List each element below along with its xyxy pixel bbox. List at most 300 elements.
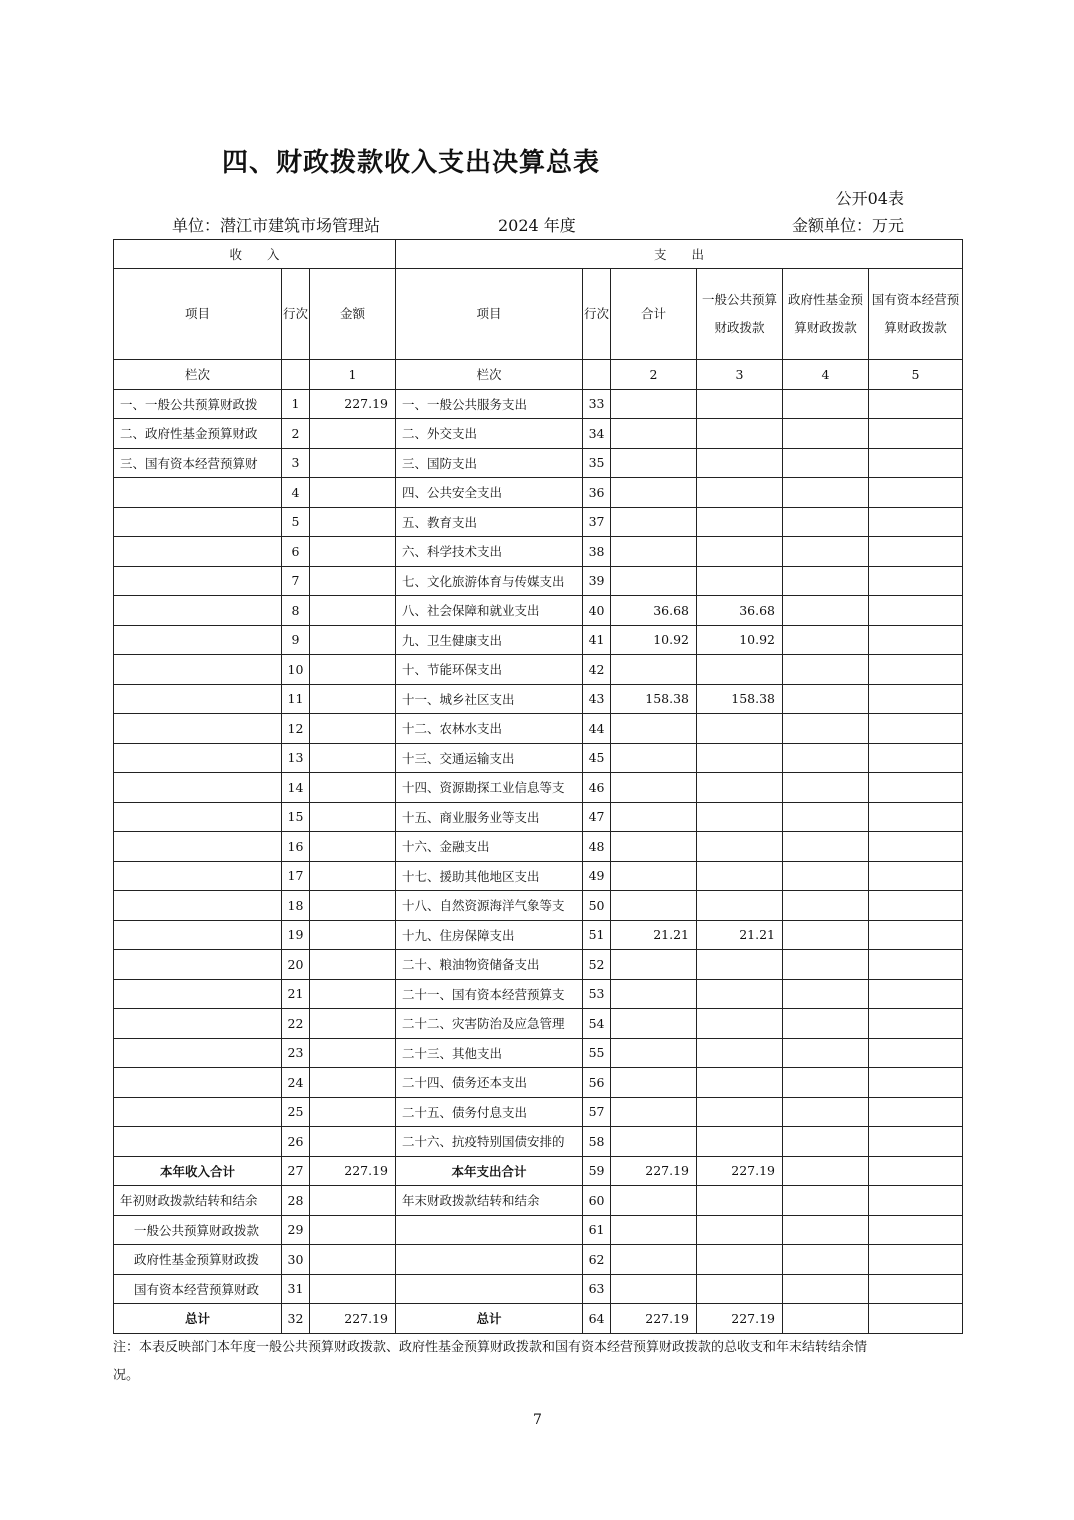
expense-item-cell: 二、外交支出 <box>396 419 583 449</box>
income-row-no-cell: 23 <box>282 1038 310 1068</box>
general-budget-cell <box>697 478 783 508</box>
empty-cell <box>282 360 310 390</box>
general-budget-cell <box>697 1186 783 1216</box>
total-cell <box>611 743 697 773</box>
expense-row-no-cell: 61 <box>583 1215 611 1245</box>
expense-row-no-cell: 42 <box>583 655 611 685</box>
state-capital-cell <box>869 478 963 508</box>
state-capital-cell <box>869 832 963 862</box>
income-item-cell <box>114 714 282 744</box>
expense-item-cell: 总计 <box>396 1304 583 1334</box>
table-row <box>114 861 963 891</box>
expense-row-no-cell: 48 <box>583 832 611 862</box>
general-budget-cell <box>697 1245 783 1275</box>
table-row <box>114 773 963 803</box>
general-budget-cell <box>697 802 783 832</box>
state-capital-cell <box>869 1009 963 1039</box>
gov-fund-cell <box>783 448 869 478</box>
state-capital-cell <box>869 448 963 478</box>
expense-section-header: 支 出 <box>396 240 963 269</box>
total-cell <box>611 537 697 567</box>
state-capital-cell <box>869 566 963 596</box>
income-item-cell <box>114 684 282 714</box>
table-row <box>114 507 963 537</box>
gov-fund-cell <box>783 1215 869 1245</box>
state-capital-cell <box>869 389 963 419</box>
total-cell <box>611 950 697 980</box>
state-capital-cell <box>869 979 963 1009</box>
expense-row-no-cell: 54 <box>583 1009 611 1039</box>
state-capital-cell <box>869 1068 963 1098</box>
expense-row-no-cell: 58 <box>583 1127 611 1157</box>
income-amount-cell <box>310 1245 396 1275</box>
expense-row-no-cell: 35 <box>583 448 611 478</box>
expense-row-no-cell: 40 <box>583 596 611 626</box>
gov-fund-cell <box>783 684 869 714</box>
expense-row-no-cell: 63 <box>583 1274 611 1304</box>
income-amount-cell <box>310 566 396 596</box>
income-amount-cell <box>310 478 396 508</box>
expense-row-no-header: 行次 <box>583 269 611 360</box>
general-budget-cell <box>697 419 783 449</box>
income-item-cell <box>114 625 282 655</box>
expense-row-no-cell: 38 <box>583 537 611 567</box>
general-budget-cell <box>697 448 783 478</box>
table-row <box>114 1245 963 1275</box>
total-cell <box>611 507 697 537</box>
income-amount-cell <box>310 1186 396 1216</box>
expense-item-cell: 二十三、其他支出 <box>396 1038 583 1068</box>
income-amount-cell <box>310 507 396 537</box>
income-row-no-cell: 4 <box>282 478 310 508</box>
income-row-no-cell: 31 <box>282 1274 310 1304</box>
income-item-cell <box>114 802 282 832</box>
income-amount-cell <box>310 1127 396 1157</box>
gov-fund-cell <box>783 596 869 626</box>
gov-fund-cell <box>783 802 869 832</box>
expense-row-no-cell: 64 <box>583 1304 611 1334</box>
general-budget-cell <box>697 1038 783 1068</box>
income-amount-cell <box>310 419 396 449</box>
expense-row-no-cell: 39 <box>583 566 611 596</box>
gov-fund-cell <box>783 625 869 655</box>
expense-item-cell: 十、节能环保支出 <box>396 655 583 685</box>
expense-item-cell: 十五、商业服务业等支出 <box>396 802 583 832</box>
income-row-no-cell: 1 <box>282 389 310 419</box>
expense-item-cell: 二十五、债务付息支出 <box>396 1097 583 1127</box>
income-row-no-cell: 7 <box>282 566 310 596</box>
total-cell <box>611 861 697 891</box>
expense-item-cell: 本年支出合计 <box>396 1156 583 1186</box>
income-row-no-cell: 19 <box>282 920 310 950</box>
expense-item-cell <box>396 1274 583 1304</box>
income-row-no-cell: 28 <box>282 1186 310 1216</box>
total-cell: 21.21 <box>611 920 697 950</box>
total-cell <box>611 832 697 862</box>
state-capital-cell <box>869 861 963 891</box>
general-budget-cell <box>697 950 783 980</box>
income-row-no-cell: 24 <box>282 1068 310 1098</box>
state-capital-cell <box>869 1215 963 1245</box>
gov-fund-cell <box>783 478 869 508</box>
expense-row-no-cell: 51 <box>583 920 611 950</box>
general-budget-cell <box>697 773 783 803</box>
gov-fund-cell <box>783 891 869 921</box>
gov-fund-cell <box>783 773 869 803</box>
income-row-no-cell: 18 <box>282 891 310 921</box>
income-amount-cell <box>310 714 396 744</box>
income-item-cell <box>114 1009 282 1039</box>
table-row <box>114 891 963 921</box>
total-cell <box>611 714 697 744</box>
page-title: 四、财政拨款收入支出决算总表 <box>222 148 601 178</box>
table-row <box>114 596 963 626</box>
income-item-cell <box>114 1068 282 1098</box>
income-amount-cell <box>310 684 396 714</box>
total-cell <box>611 1274 697 1304</box>
total-cell <box>611 979 697 1009</box>
income-item-cell <box>114 478 282 508</box>
table-row <box>114 1127 963 1157</box>
general-budget-cell <box>697 566 783 596</box>
expense-row-no-cell: 36 <box>583 478 611 508</box>
income-row-no-cell: 10 <box>282 655 310 685</box>
expense-item-cell: 二十六、抗疫特别国债安排的 <box>396 1127 583 1157</box>
expense-item-cell: 三、国防支出 <box>396 448 583 478</box>
total-cell <box>611 1009 697 1039</box>
gov-fund-cell <box>783 832 869 862</box>
general-budget-cell <box>697 1127 783 1157</box>
expense-item-cell: 八、社会保障和就业支出 <box>396 596 583 626</box>
table-row <box>114 419 963 449</box>
state-capital-cell <box>869 1245 963 1275</box>
total-cell: 227.19 <box>611 1304 697 1334</box>
income-item-cell <box>114 1038 282 1068</box>
table-row <box>114 920 963 950</box>
expense-row-no-cell: 62 <box>583 1245 611 1275</box>
expense-row-no-cell: 44 <box>583 714 611 744</box>
expense-item-cell: 十七、援助其他地区支出 <box>396 861 583 891</box>
total-cell: 227.19 <box>611 1156 697 1186</box>
expense-row-no-cell: 43 <box>583 684 611 714</box>
gov-fund-cell <box>783 419 869 449</box>
income-item-cell: 三、国有资本经营预算财 <box>114 448 282 478</box>
expense-item-cell: 十八、自然资源海洋气象等支 <box>396 891 583 921</box>
col-number-5: 5 <box>869 360 963 390</box>
table-row <box>114 389 963 419</box>
col-number-1: 1 <box>310 360 396 390</box>
total-cell <box>611 891 697 921</box>
expense-item-cell: 十九、住房保障支出 <box>396 920 583 950</box>
general-budget-cell <box>697 1215 783 1245</box>
income-amount-cell: 227.19 <box>310 1304 396 1334</box>
state-capital-cell <box>869 1038 963 1068</box>
general-budget-cell <box>697 1009 783 1039</box>
state-capital-cell <box>869 802 963 832</box>
income-row-no-header: 行次 <box>282 269 310 360</box>
total-cell <box>611 655 697 685</box>
expense-item-cell: 年末财政拨款结转和结余 <box>396 1186 583 1216</box>
income-amount-cell <box>310 1215 396 1245</box>
general-budget-cell <box>697 714 783 744</box>
total-cell: 158.38 <box>611 684 697 714</box>
general-budget-cell <box>697 537 783 567</box>
gov-fund-cell <box>783 1186 869 1216</box>
gov-fund-cell <box>783 566 869 596</box>
table-row <box>114 979 963 1009</box>
general-budget-header: 一般公共预算财政拨款 <box>697 269 783 360</box>
gov-fund-cell <box>783 1097 869 1127</box>
col-number-3: 3 <box>697 360 783 390</box>
general-budget-cell <box>697 507 783 537</box>
income-amount-cell <box>310 1097 396 1127</box>
state-capital-cell <box>869 920 963 950</box>
gov-fund-cell <box>783 920 869 950</box>
general-budget-cell <box>697 1068 783 1098</box>
state-capital-cell <box>869 714 963 744</box>
table-row <box>114 743 963 773</box>
table-row <box>114 950 963 980</box>
general-budget-cell: 227.19 <box>697 1304 783 1334</box>
gov-fund-cell <box>783 507 869 537</box>
general-budget-cell: 158.38 <box>697 684 783 714</box>
income-item-cell <box>114 950 282 980</box>
table-row <box>114 832 963 862</box>
table-row <box>114 566 963 596</box>
total-cell <box>611 478 697 508</box>
income-row-no-cell: 13 <box>282 743 310 773</box>
total-cell <box>611 566 697 596</box>
income-amount-cell <box>310 773 396 803</box>
income-item-cell: 本年收入合计 <box>114 1156 282 1186</box>
total-cell <box>611 1186 697 1216</box>
money-unit-label: 金额单位：万元 <box>791 216 904 235</box>
income-amount-cell <box>310 1274 396 1304</box>
expense-row-no-cell: 57 <box>583 1097 611 1127</box>
income-item-cell <box>114 1127 282 1157</box>
expense-row-no-cell: 56 <box>583 1068 611 1098</box>
income-row-no-cell: 3 <box>282 448 310 478</box>
income-item-cell: 总计 <box>114 1304 282 1334</box>
table-row <box>114 1304 963 1334</box>
income-item-cell: 一、一般公共预算财政拨 <box>114 389 282 419</box>
expense-item-cell: 十三、交通运输支出 <box>396 743 583 773</box>
expense-row-no-cell: 55 <box>583 1038 611 1068</box>
income-amount-cell <box>310 448 396 478</box>
income-item-cell: 国有资本经营预算财政 <box>114 1274 282 1304</box>
expense-item-cell: 二十二、灾害防治及应急管理 <box>396 1009 583 1039</box>
income-item-cell <box>114 891 282 921</box>
general-budget-cell <box>697 861 783 891</box>
income-amount-cell <box>310 1009 396 1039</box>
table-row <box>114 1038 963 1068</box>
income-row-no-cell: 26 <box>282 1127 310 1157</box>
income-row-no-cell: 5 <box>282 507 310 537</box>
income-amount-cell <box>310 832 396 862</box>
income-item-cell <box>114 655 282 685</box>
gov-fund-cell <box>783 1127 869 1157</box>
table-row <box>114 655 963 685</box>
income-col-label: 栏次 <box>114 360 282 390</box>
table-row <box>114 1097 963 1127</box>
expense-item-cell: 十四、资源勘探工业信息等支 <box>396 773 583 803</box>
col-number-2: 2 <box>611 360 697 390</box>
income-row-no-cell: 20 <box>282 950 310 980</box>
state-capital-cell <box>869 596 963 626</box>
gov-fund-cell <box>783 1156 869 1186</box>
gov-fund-cell <box>783 655 869 685</box>
gov-fund-cell <box>783 1304 869 1334</box>
table-row <box>114 1009 963 1039</box>
state-capital-cell <box>869 773 963 803</box>
expense-item-cell: 二十四、债务还本支出 <box>396 1068 583 1098</box>
income-row-no-cell: 27 <box>282 1156 310 1186</box>
expense-item-cell: 二十、粮油物资储备支出 <box>396 950 583 980</box>
gov-fund-header: 政府性基金预算财政拨款 <box>783 269 869 360</box>
income-item-cell <box>114 566 282 596</box>
state-capital-cell <box>869 1156 963 1186</box>
expense-row-no-cell: 50 <box>583 891 611 921</box>
state-capital-cell <box>869 950 963 980</box>
expense-item-cell: 十六、金融支出 <box>396 832 583 862</box>
income-amount-cell: 227.19 <box>310 1156 396 1186</box>
state-capital-cell <box>869 1304 963 1334</box>
gov-fund-cell <box>783 714 869 744</box>
state-capital-cell <box>869 891 963 921</box>
income-amount-header: 金额 <box>310 269 396 360</box>
general-budget-cell: 36.68 <box>697 596 783 626</box>
total-cell: 36.68 <box>611 596 697 626</box>
income-item-header: 项目 <box>114 269 282 360</box>
income-row-no-cell: 22 <box>282 1009 310 1039</box>
table-row <box>114 802 963 832</box>
page-number: 7 <box>533 1412 542 1428</box>
income-row-no-cell: 2 <box>282 419 310 449</box>
total-cell: 10.92 <box>611 625 697 655</box>
gov-fund-cell <box>783 1274 869 1304</box>
expense-item-cell: 四、公共安全支出 <box>396 478 583 508</box>
expense-row-no-cell: 52 <box>583 950 611 980</box>
state-capital-cell <box>869 655 963 685</box>
expense-item-header: 项目 <box>396 269 583 360</box>
income-item-cell <box>114 832 282 862</box>
expense-row-no-cell: 45 <box>583 743 611 773</box>
income-row-no-cell: 30 <box>282 1245 310 1275</box>
expense-item-cell <box>396 1245 583 1275</box>
general-budget-cell <box>697 832 783 862</box>
income-amount-cell <box>310 1068 396 1098</box>
general-budget-cell <box>697 655 783 685</box>
expense-item-cell: 九、卫生健康支出 <box>396 625 583 655</box>
total-cell <box>611 448 697 478</box>
income-item-cell <box>114 596 282 626</box>
expense-item-cell: 十二、农林水支出 <box>396 714 583 744</box>
income-row-no-cell: 29 <box>282 1215 310 1245</box>
income-item-cell: 一般公共预算财政拨款 <box>114 1215 282 1245</box>
general-budget-cell: 10.92 <box>697 625 783 655</box>
income-amount-cell <box>310 979 396 1009</box>
income-row-no-cell: 25 <box>282 1097 310 1127</box>
total-cell <box>611 1068 697 1098</box>
total-cell <box>611 802 697 832</box>
expense-row-no-cell: 37 <box>583 507 611 537</box>
gov-fund-cell <box>783 743 869 773</box>
gov-fund-cell <box>783 537 869 567</box>
col-number-4: 4 <box>783 360 869 390</box>
table-row <box>114 625 963 655</box>
income-amount-cell <box>310 920 396 950</box>
table-row <box>114 537 963 567</box>
total-cell <box>611 1245 697 1275</box>
general-budget-cell: 21.21 <box>697 920 783 950</box>
state-capital-cell <box>869 684 963 714</box>
income-row-no-cell: 9 <box>282 625 310 655</box>
total-cell <box>611 1038 697 1068</box>
income-amount-cell: 227.19 <box>310 389 396 419</box>
income-row-no-cell: 11 <box>282 684 310 714</box>
expense-item-cell: 十一、城乡社区支出 <box>396 684 583 714</box>
income-item-cell: 二、政府性基金预算财政 <box>114 419 282 449</box>
total-cell <box>611 419 697 449</box>
expense-item-cell: 一、一般公共服务支出 <box>396 389 583 419</box>
table-row <box>114 1156 963 1186</box>
expense-item-cell: 五、教育支出 <box>396 507 583 537</box>
gov-fund-cell <box>783 861 869 891</box>
table-row <box>114 714 963 744</box>
unit-label: 单位：潜江市建筑市场管理站 <box>172 216 381 235</box>
income-amount-cell <box>310 802 396 832</box>
expense-row-no-cell: 41 <box>583 625 611 655</box>
income-item-cell <box>114 979 282 1009</box>
income-item-cell: 年初财政拨款结转和结余 <box>114 1186 282 1216</box>
state-capital-cell <box>869 1127 963 1157</box>
income-amount-cell <box>310 891 396 921</box>
table-row <box>114 1068 963 1098</box>
table-row <box>114 1186 963 1216</box>
income-section-header: 收 入 <box>114 240 396 269</box>
appropriation-summary-table <box>113 239 963 1334</box>
total-cell <box>611 389 697 419</box>
state-capital-cell <box>869 537 963 567</box>
table-row <box>114 684 963 714</box>
income-amount-cell <box>310 625 396 655</box>
income-item-cell <box>114 920 282 950</box>
expense-item-cell: 二十一、国有资本经营预算支 <box>396 979 583 1009</box>
table-row <box>114 1215 963 1245</box>
general-budget-cell <box>697 1097 783 1127</box>
income-item-cell: 政府性基金预算财政拨 <box>114 1245 282 1275</box>
state-capital-cell <box>869 1274 963 1304</box>
gov-fund-cell <box>783 979 869 1009</box>
table-row <box>114 448 963 478</box>
income-row-no-cell: 6 <box>282 537 310 567</box>
general-budget-cell: 227.19 <box>697 1156 783 1186</box>
total-cell <box>611 773 697 803</box>
expense-col-label: 栏次 <box>396 360 583 390</box>
expense-row-no-cell: 59 <box>583 1156 611 1186</box>
income-amount-cell <box>310 861 396 891</box>
income-row-no-cell: 17 <box>282 861 310 891</box>
income-row-no-cell: 15 <box>282 802 310 832</box>
income-row-no-cell: 32 <box>282 1304 310 1334</box>
gov-fund-cell <box>783 1245 869 1275</box>
expense-row-no-cell: 34 <box>583 419 611 449</box>
expense-item-cell: 六、科学技术支出 <box>396 537 583 567</box>
expense-row-no-cell: 47 <box>583 802 611 832</box>
income-item-cell <box>114 1097 282 1127</box>
state-capital-header: 国有资本经营预算财政拨款 <box>869 269 963 360</box>
income-amount-cell <box>310 743 396 773</box>
